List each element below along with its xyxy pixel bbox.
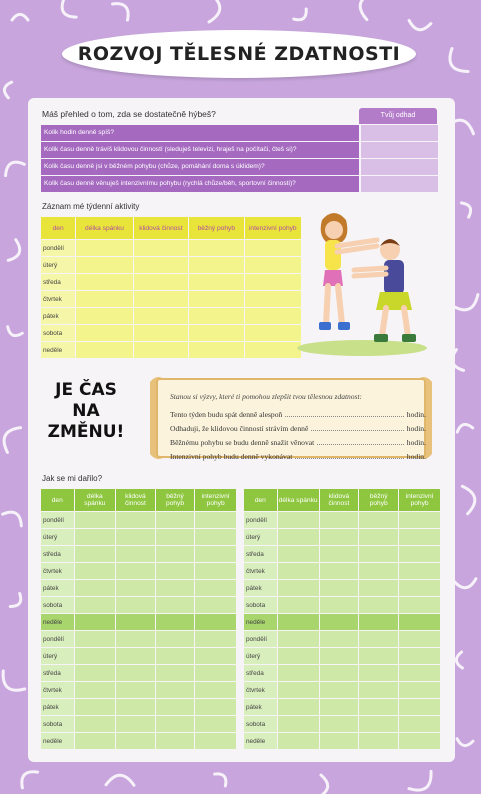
entry-cell[interactable] bbox=[116, 665, 155, 681]
swirl-decoration bbox=[215, 770, 230, 786]
entry-cell[interactable] bbox=[75, 716, 116, 732]
entry-cell[interactable] bbox=[75, 512, 116, 528]
day-label: sobota bbox=[244, 716, 277, 732]
entry-cell[interactable] bbox=[76, 308, 132, 324]
entry-cell[interactable] bbox=[320, 563, 359, 579]
table-row bbox=[41, 240, 301, 256]
table-row bbox=[41, 291, 301, 307]
table-row bbox=[41, 631, 236, 647]
challenge-line bbox=[170, 452, 426, 461]
title-banner bbox=[62, 30, 416, 78]
entry-cell[interactable] bbox=[116, 716, 155, 732]
column-header: běžný pohyb bbox=[156, 489, 195, 511]
entry-cell[interactable] bbox=[75, 682, 116, 698]
entry-cell[interactable] bbox=[278, 682, 319, 698]
entry-cell[interactable] bbox=[399, 563, 440, 579]
table-row bbox=[244, 699, 440, 715]
questionnaire-rows bbox=[41, 125, 438, 193]
entry-cell[interactable] bbox=[195, 665, 236, 681]
column-header: den bbox=[41, 217, 75, 239]
exercising-kids-illustration bbox=[292, 208, 432, 358]
question-row bbox=[41, 142, 438, 158]
day-label: neděle bbox=[244, 733, 277, 749]
day-label: neděle bbox=[41, 733, 74, 749]
entry-cell[interactable] bbox=[195, 631, 236, 647]
entry-cell[interactable] bbox=[116, 733, 155, 749]
table-row bbox=[41, 546, 236, 562]
day-label: pátek bbox=[244, 580, 277, 596]
day-label: neděle bbox=[41, 614, 74, 630]
day-label: úterý bbox=[41, 529, 74, 545]
entry-cell[interactable] bbox=[278, 665, 319, 681]
swirl-decoration bbox=[0, 671, 25, 697]
entry-cell[interactable] bbox=[75, 580, 116, 596]
entry-cell[interactable] bbox=[359, 631, 398, 647]
entry-cell[interactable] bbox=[75, 648, 116, 664]
entry-cell[interactable] bbox=[278, 563, 319, 579]
swirl-decoration bbox=[3, 508, 26, 526]
entry-cell[interactable] bbox=[320, 733, 359, 749]
challenge-text: Odhaduji, že klidovou činností strávím denně bbox=[170, 424, 309, 433]
day-label: pondělí bbox=[41, 512, 74, 528]
entry-cell[interactable] bbox=[76, 274, 132, 290]
question-row bbox=[41, 125, 438, 141]
table-row bbox=[41, 699, 236, 715]
swirl-decoration bbox=[357, 0, 373, 20]
entry-cell[interactable] bbox=[195, 512, 236, 528]
entry-cell[interactable] bbox=[116, 631, 155, 647]
day-label: čtvrtek bbox=[41, 682, 74, 698]
estimate-answer-field[interactable] bbox=[361, 125, 438, 141]
table-row bbox=[41, 529, 236, 545]
fill-in-blank[interactable] bbox=[317, 439, 404, 445]
day-label: čtvrtek bbox=[41, 291, 75, 307]
progress-heading: Jak se mi dařilo? bbox=[42, 474, 103, 483]
entry-cell[interactable] bbox=[359, 546, 398, 562]
entry-cell[interactable] bbox=[116, 597, 155, 613]
entry-cell[interactable] bbox=[399, 580, 440, 596]
entry-cell[interactable] bbox=[278, 546, 319, 562]
change-line-1: JE ČAS bbox=[55, 380, 117, 400]
swirl-decoration bbox=[461, 200, 473, 217]
entry-cell[interactable] bbox=[359, 597, 398, 613]
entry-cell[interactable] bbox=[75, 631, 116, 647]
day-label: pátek bbox=[41, 699, 74, 715]
boy-figure bbox=[354, 239, 416, 342]
entry-cell[interactable] bbox=[75, 529, 116, 545]
entry-cell[interactable] bbox=[116, 529, 155, 545]
entry-cell[interactable] bbox=[75, 563, 116, 579]
column-header: délka spánku bbox=[278, 489, 319, 511]
swirl-decoration bbox=[3, 81, 12, 98]
progress-table-left bbox=[40, 488, 237, 750]
change-line-2: NA bbox=[72, 401, 100, 421]
entry-cell[interactable] bbox=[195, 529, 236, 545]
column-header: klidová činnost bbox=[134, 217, 188, 239]
challenge-intro: Stanou si výzvy, které ti pomohou zlepšit tvou tělesnou zdatnost: bbox=[170, 392, 363, 401]
entry-cell[interactable] bbox=[75, 699, 116, 715]
entry-cell[interactable] bbox=[278, 580, 319, 596]
swirl-decoration bbox=[454, 579, 477, 589]
unit-label: hodin. bbox=[406, 424, 426, 433]
entry-cell[interactable] bbox=[75, 665, 116, 681]
day-label: středa bbox=[41, 274, 75, 290]
entry-cell[interactable] bbox=[76, 342, 132, 358]
table-row bbox=[244, 665, 440, 681]
unit-label: hodin. bbox=[406, 438, 426, 447]
entry-cell[interactable] bbox=[278, 648, 319, 664]
table-row bbox=[41, 563, 236, 579]
column-header: běžný pohyb bbox=[359, 489, 398, 511]
challenge-scroll bbox=[150, 374, 432, 462]
entry-cell[interactable] bbox=[399, 682, 440, 698]
day-label: úterý bbox=[41, 648, 74, 664]
entry-cell[interactable] bbox=[320, 597, 359, 613]
weekly-log-heading: Záznam mé týdenní aktivity bbox=[42, 202, 140, 211]
entry-cell[interactable] bbox=[320, 648, 359, 664]
table-row bbox=[41, 733, 236, 749]
swirl-decoration bbox=[106, 775, 134, 785]
swirl-decoration bbox=[462, 484, 477, 513]
entry-cell[interactable] bbox=[116, 546, 155, 562]
estimate-header: Tvůj odhad bbox=[359, 108, 437, 124]
entry-cell[interactable] bbox=[359, 733, 398, 749]
entry-cell[interactable] bbox=[195, 716, 236, 732]
table-row bbox=[244, 648, 440, 664]
change-line-3: ZMĚNU! bbox=[47, 422, 125, 442]
entry-cell[interactable] bbox=[195, 699, 236, 715]
challenge-line bbox=[170, 410, 426, 419]
day-label: neděle bbox=[41, 342, 75, 358]
entry-cell[interactable] bbox=[134, 325, 188, 341]
swirl-decoration bbox=[294, 9, 310, 23]
entry-cell[interactable] bbox=[195, 580, 236, 596]
day-label: pondělí bbox=[41, 631, 74, 647]
swirl-decoration bbox=[209, 0, 221, 23]
table-row bbox=[244, 597, 440, 613]
table-row bbox=[244, 614, 440, 630]
change-slogan bbox=[36, 380, 136, 443]
day-label: čtvrtek bbox=[41, 563, 74, 579]
entry-cell[interactable] bbox=[134, 257, 188, 273]
day-label: čtvrtek bbox=[244, 563, 277, 579]
table-row bbox=[244, 716, 440, 732]
entry-cell[interactable] bbox=[116, 580, 155, 596]
entry-cell[interactable] bbox=[399, 614, 440, 630]
column-header: běžný pohyb bbox=[189, 217, 243, 239]
entry-cell[interactable] bbox=[278, 733, 319, 749]
swirl-decoration bbox=[2, 158, 25, 176]
entry-cell[interactable] bbox=[189, 342, 243, 358]
entry-cell[interactable] bbox=[189, 291, 243, 307]
entry-cell[interactable] bbox=[278, 716, 319, 732]
entry-cell[interactable] bbox=[320, 631, 359, 647]
entry-cell[interactable] bbox=[156, 682, 195, 698]
day-label: pátek bbox=[41, 580, 74, 596]
day-label: středa bbox=[244, 546, 277, 562]
entry-cell[interactable] bbox=[399, 597, 440, 613]
page-title: ROZVOJ TĚLESNÉ ZDATNOSTI bbox=[77, 43, 401, 65]
entry-cell[interactable] bbox=[278, 699, 319, 715]
entry-cell[interactable] bbox=[156, 563, 195, 579]
column-header: klidová činnost bbox=[116, 489, 155, 511]
entry-cell[interactable] bbox=[278, 512, 319, 528]
estimate-answer-field[interactable] bbox=[361, 159, 438, 175]
column-header: den bbox=[41, 489, 74, 511]
entry-cell[interactable] bbox=[359, 529, 398, 545]
entry-cell[interactable] bbox=[189, 274, 243, 290]
entry-cell[interactable] bbox=[189, 325, 243, 341]
column-header: intenzivní pohyb bbox=[195, 489, 236, 511]
entry-cell[interactable] bbox=[320, 614, 359, 630]
day-label: středa bbox=[244, 665, 277, 681]
entry-cell[interactable] bbox=[399, 733, 440, 749]
entry-cell[interactable] bbox=[75, 614, 116, 630]
unit-label: hodin. bbox=[406, 410, 426, 419]
entry-cell[interactable] bbox=[156, 665, 195, 681]
swirl-decoration bbox=[408, 20, 431, 31]
entry-cell[interactable] bbox=[195, 648, 236, 664]
question-text: Kolik času denně věnuješ intenzivnímu pohybu (rychlá chůze/běh, sportovní činnosti)? bbox=[41, 176, 359, 192]
entry-cell[interactable] bbox=[134, 240, 188, 256]
day-label: pátek bbox=[244, 699, 277, 715]
day-label: sobota bbox=[41, 597, 74, 613]
entry-cell[interactable] bbox=[195, 733, 236, 749]
entry-cell[interactable] bbox=[359, 563, 398, 579]
entry-cell[interactable] bbox=[189, 308, 243, 324]
entry-cell[interactable] bbox=[116, 614, 155, 630]
entry-cell[interactable] bbox=[278, 529, 319, 545]
table-row bbox=[41, 580, 236, 596]
entry-cell[interactable] bbox=[76, 257, 132, 273]
day-label: sobota bbox=[244, 597, 277, 613]
table-row bbox=[244, 546, 440, 562]
entry-cell[interactable] bbox=[156, 733, 195, 749]
column-header: intenzivní pohyb bbox=[245, 217, 301, 239]
entry-cell[interactable] bbox=[156, 631, 195, 647]
entry-cell[interactable] bbox=[399, 546, 440, 562]
entry-cell[interactable] bbox=[320, 716, 359, 732]
swirl-decoration bbox=[10, 594, 24, 610]
entry-cell[interactable] bbox=[156, 597, 195, 613]
entry-cell[interactable] bbox=[195, 563, 236, 579]
table-row bbox=[244, 512, 440, 528]
entry-cell[interactable] bbox=[320, 682, 359, 698]
day-label: sobota bbox=[41, 325, 75, 341]
table-row bbox=[41, 682, 236, 698]
challenge-text: Intenzivní pohyb budu denně vykonávat bbox=[170, 452, 293, 461]
entry-cell[interactable] bbox=[156, 512, 195, 528]
entry-cell[interactable] bbox=[189, 240, 243, 256]
entry-cell[interactable] bbox=[320, 699, 359, 715]
entry-cell[interactable] bbox=[156, 529, 195, 545]
swirl-decoration bbox=[452, 295, 481, 315]
table-row bbox=[244, 529, 440, 545]
estimate-answer-field[interactable] bbox=[361, 142, 438, 158]
fill-in-blank[interactable] bbox=[295, 453, 403, 459]
entry-cell[interactable] bbox=[75, 546, 116, 562]
table-row bbox=[41, 274, 301, 290]
entry-cell[interactable] bbox=[359, 699, 398, 715]
entry-cell[interactable] bbox=[320, 529, 359, 545]
scroll-body bbox=[156, 378, 426, 461]
column-header: klidová činnost bbox=[320, 489, 359, 511]
question-text: Kolik času denně trávíš klidovou činností (sleduješ televizi, hraješ na počítači, čteš si)? bbox=[41, 142, 359, 158]
challenge-line bbox=[170, 424, 426, 433]
question-text: Kolik hodin denně spíš? bbox=[41, 125, 359, 141]
entry-cell[interactable] bbox=[278, 597, 319, 613]
day-label: středa bbox=[41, 546, 74, 562]
day-label: úterý bbox=[244, 648, 277, 664]
challenge-text: Tento týden budu spát denně alespoň bbox=[170, 410, 283, 419]
swirl-decoration bbox=[409, 771, 437, 794]
table-row bbox=[244, 563, 440, 579]
column-header: intenzivní pohyb bbox=[399, 489, 440, 511]
table-row bbox=[41, 665, 236, 681]
challenge-line bbox=[170, 438, 426, 447]
swirl-decoration bbox=[319, 775, 329, 794]
entry-cell[interactable] bbox=[359, 682, 398, 698]
question-row bbox=[41, 159, 438, 175]
entry-cell[interactable] bbox=[156, 699, 195, 715]
entry-cell[interactable] bbox=[359, 614, 398, 630]
entry-cell[interactable] bbox=[359, 648, 398, 664]
unit-label: hodin. bbox=[406, 452, 426, 461]
day-label: čtvrtek bbox=[244, 682, 277, 698]
weekly-log-table bbox=[40, 216, 302, 359]
table-row bbox=[244, 631, 440, 647]
swirl-decoration bbox=[5, 327, 22, 339]
entry-cell[interactable] bbox=[116, 682, 155, 698]
column-header: délka spánku bbox=[75, 489, 116, 511]
entry-cell[interactable] bbox=[195, 597, 236, 613]
entry-cell[interactable] bbox=[195, 546, 236, 562]
entry-cell[interactable] bbox=[399, 716, 440, 732]
entry-cell[interactable] bbox=[116, 699, 155, 715]
table-row bbox=[41, 648, 236, 664]
swirl-decoration bbox=[456, 652, 462, 668]
table-row bbox=[244, 682, 440, 698]
day-label: úterý bbox=[244, 529, 277, 545]
swirl-decoration bbox=[112, 0, 133, 20]
entry-cell[interactable] bbox=[156, 648, 195, 664]
day-label: středa bbox=[41, 665, 74, 681]
entry-cell[interactable] bbox=[399, 529, 440, 545]
day-label: pondělí bbox=[244, 631, 277, 647]
entry-cell[interactable] bbox=[320, 580, 359, 596]
day-label: neděle bbox=[244, 614, 277, 630]
entry-cell[interactable] bbox=[278, 614, 319, 630]
table-row bbox=[244, 733, 440, 749]
entry-cell[interactable] bbox=[134, 291, 188, 307]
swirl-decoration bbox=[444, 49, 468, 78]
entry-cell[interactable] bbox=[75, 597, 116, 613]
entry-cell[interactable] bbox=[195, 682, 236, 698]
entry-cell[interactable] bbox=[359, 512, 398, 528]
table-row bbox=[244, 580, 440, 596]
entry-cell[interactable] bbox=[116, 648, 155, 664]
entry-cell[interactable] bbox=[399, 699, 440, 715]
entry-cell[interactable] bbox=[76, 325, 132, 341]
entry-cell[interactable] bbox=[320, 665, 359, 681]
entry-cell[interactable] bbox=[359, 665, 398, 681]
entry-cell[interactable] bbox=[399, 648, 440, 664]
column-header: den bbox=[244, 489, 277, 511]
table-row bbox=[41, 325, 301, 341]
swirl-decoration bbox=[57, 0, 76, 21]
table-row bbox=[41, 597, 236, 613]
table-row bbox=[41, 614, 236, 630]
entry-cell[interactable] bbox=[399, 512, 440, 528]
day-label: pondělí bbox=[244, 512, 277, 528]
swirl-decoration bbox=[12, 14, 28, 20]
challenge-text: Běžnému pohybu se budu denně snažit věnovat bbox=[170, 438, 315, 447]
entry-cell[interactable] bbox=[76, 240, 132, 256]
table-row bbox=[41, 342, 301, 358]
entry-cell[interactable] bbox=[116, 563, 155, 579]
question-row bbox=[41, 176, 438, 192]
entry-cell[interactable] bbox=[359, 716, 398, 732]
swirl-decoration bbox=[0, 423, 21, 452]
table-row bbox=[41, 716, 236, 732]
entry-cell[interactable] bbox=[156, 614, 195, 630]
entry-cell[interactable] bbox=[320, 546, 359, 562]
swirl-decoration bbox=[456, 739, 473, 747]
entry-cell[interactable] bbox=[156, 580, 195, 596]
fill-in-blank[interactable] bbox=[285, 411, 404, 417]
fill-in-blank[interactable] bbox=[311, 425, 403, 431]
table-row bbox=[41, 512, 236, 528]
entry-cell[interactable] bbox=[75, 733, 116, 749]
entry-cell[interactable] bbox=[359, 580, 398, 596]
entry-cell[interactable] bbox=[399, 665, 440, 681]
swirl-decoration bbox=[456, 423, 473, 433]
column-header: délka spánku bbox=[76, 217, 132, 239]
question-text: Kolik času denně jsi v běžném pohybu (chůze, pomáhání doma s úklidem)? bbox=[41, 159, 359, 175]
table-row bbox=[41, 257, 301, 273]
entry-cell[interactable] bbox=[134, 308, 188, 324]
entry-cell[interactable] bbox=[189, 257, 243, 273]
swirl-decoration bbox=[17, 767, 38, 788]
swirl-decoration bbox=[8, 240, 23, 263]
entry-cell[interactable] bbox=[156, 716, 195, 732]
entry-cell[interactable] bbox=[156, 546, 195, 562]
entry-cell[interactable] bbox=[195, 614, 236, 630]
day-label: úterý bbox=[41, 257, 75, 273]
entry-cell[interactable] bbox=[134, 274, 188, 290]
entry-cell[interactable] bbox=[76, 291, 132, 307]
entry-cell[interactable] bbox=[399, 631, 440, 647]
day-label: sobota bbox=[41, 716, 74, 732]
table-row bbox=[41, 308, 301, 324]
progress-table-right bbox=[243, 488, 441, 750]
day-label: pondělí bbox=[41, 240, 75, 256]
day-label: pátek bbox=[41, 308, 75, 324]
estimate-answer-field[interactable] bbox=[361, 176, 438, 192]
entry-cell[interactable] bbox=[278, 631, 319, 647]
entry-cell[interactable] bbox=[116, 512, 155, 528]
questionnaire-heading: Máš přehled o tom, zda se dostatečně hýbeš? bbox=[42, 109, 216, 119]
entry-cell[interactable] bbox=[134, 342, 188, 358]
entry-cell[interactable] bbox=[320, 512, 359, 528]
